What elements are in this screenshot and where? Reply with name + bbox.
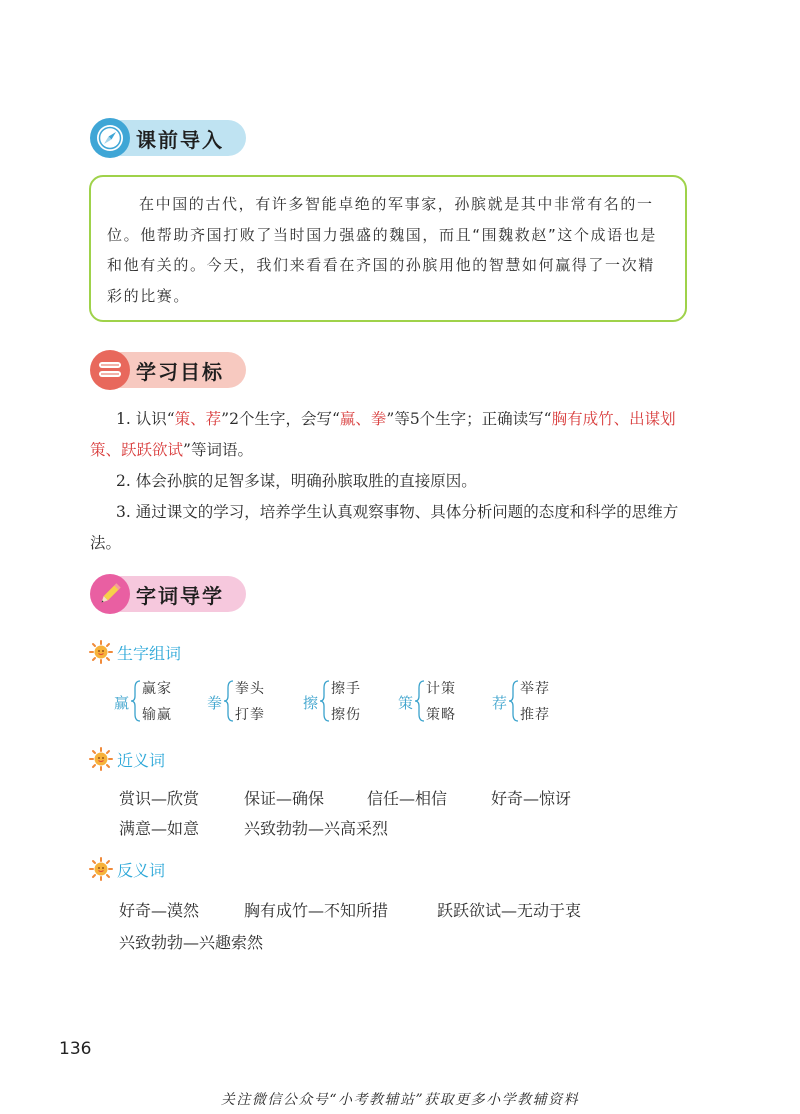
brace-icon [508,680,520,722]
subheader-label: 生字组词 [117,644,182,663]
brace-icon [130,680,142,722]
synonym-pair: 好奇—惊讶 [491,789,572,808]
char-main: 荐 [492,694,508,712]
char-word: 输赢 [142,707,172,723]
sun-icon [89,747,113,771]
char-word: 举荐 [520,681,550,697]
section-title: 学习目标 [136,360,224,384]
goal-3 [90,497,700,559]
goal-text: 1. 认识“ [116,410,175,428]
pencil-icon [90,574,130,614]
char-word: 擦手 [331,681,361,697]
goal-highlight: 胸有成竹、出谋划策、跃跃欲试 [90,410,676,459]
goal-2 [90,466,700,497]
char-word: 计策 [426,681,456,697]
page-number: 136 [59,1039,92,1059]
sun-icon [89,640,113,664]
brace-icon [414,680,426,722]
goal-highlight: 策、荐 [174,410,222,428]
synonym-pair: 满意—如意 [119,819,200,838]
intro-paragraph: 在中国的古代，有许多智能卓绝的军事家，孙膑就是其中非常有名的一位。他帮助齐国打败了当时国力强盛的魏国，而且“围魏救赵”这个成语也是和他有关的。今天，我们来看看在齐国的孙膑用他的智慧如何赢得了一次精彩的比赛。 [107,195,657,305]
char-main: 策 [398,694,414,712]
goal-text: 3. 通过课文的学习，培养学生认真观察事物、具体分析问题的态度和科学的思维方法。 [90,503,679,552]
char-main: 赢 [114,694,130,712]
synonym-pair: 兴致勃勃—兴高采烈 [244,819,389,838]
goal-highlight: 赢、拳 [339,410,387,428]
char-word: 擦伤 [331,707,361,723]
char-word: 策略 [426,707,456,723]
char-main: 擦 [303,694,319,712]
goal-1 [90,404,700,466]
brace-icon [223,680,235,722]
goal-text: ”2个生字，会写“ [221,410,340,428]
char-word: 推荐 [520,707,550,723]
footer-note: 关注微信公众号“小考教辅站”获取更多小学教辅资料 [220,1092,580,1108]
synonym-pair: 保证—确保 [244,789,325,808]
subheader-label: 反义词 [117,861,166,880]
section-header-words [90,574,250,616]
goal-text: 2. 体会孙膑的足智多谋，明确孙膑取胜的直接原因。 [116,472,477,490]
antonym-pair: 胸有成竹—不知所措 [244,901,389,920]
books-icon [90,350,130,390]
subheader-label: 近义词 [117,751,166,770]
intro-box [89,175,687,322]
char-word: 赢家 [142,681,172,697]
synonym-pair: 信任—相信 [367,789,448,808]
sun-icon [89,857,113,881]
compass-icon [90,118,130,158]
antonym-pair: 跃跃欲试—无动于衷 [437,901,582,920]
goal-text: ”等词语。 [183,441,253,459]
char-word: 拳头 [235,681,265,697]
synonym-pair: 赏识—欣赏 [119,789,200,808]
char-main: 拳 [207,694,223,712]
antonym-pair: 好奇—漠然 [119,901,200,920]
section-title: 课前导入 [136,128,224,152]
antonym-pair: 兴致勃勃—兴趣索然 [119,933,264,952]
goal-text: ”等5个生字；正确读写“ [386,410,552,428]
char-word: 打拳 [235,707,265,723]
section-title: 字词导学 [136,584,224,608]
section-header-goals [90,350,250,392]
section-header-intro [90,118,250,160]
brace-icon [319,680,331,722]
